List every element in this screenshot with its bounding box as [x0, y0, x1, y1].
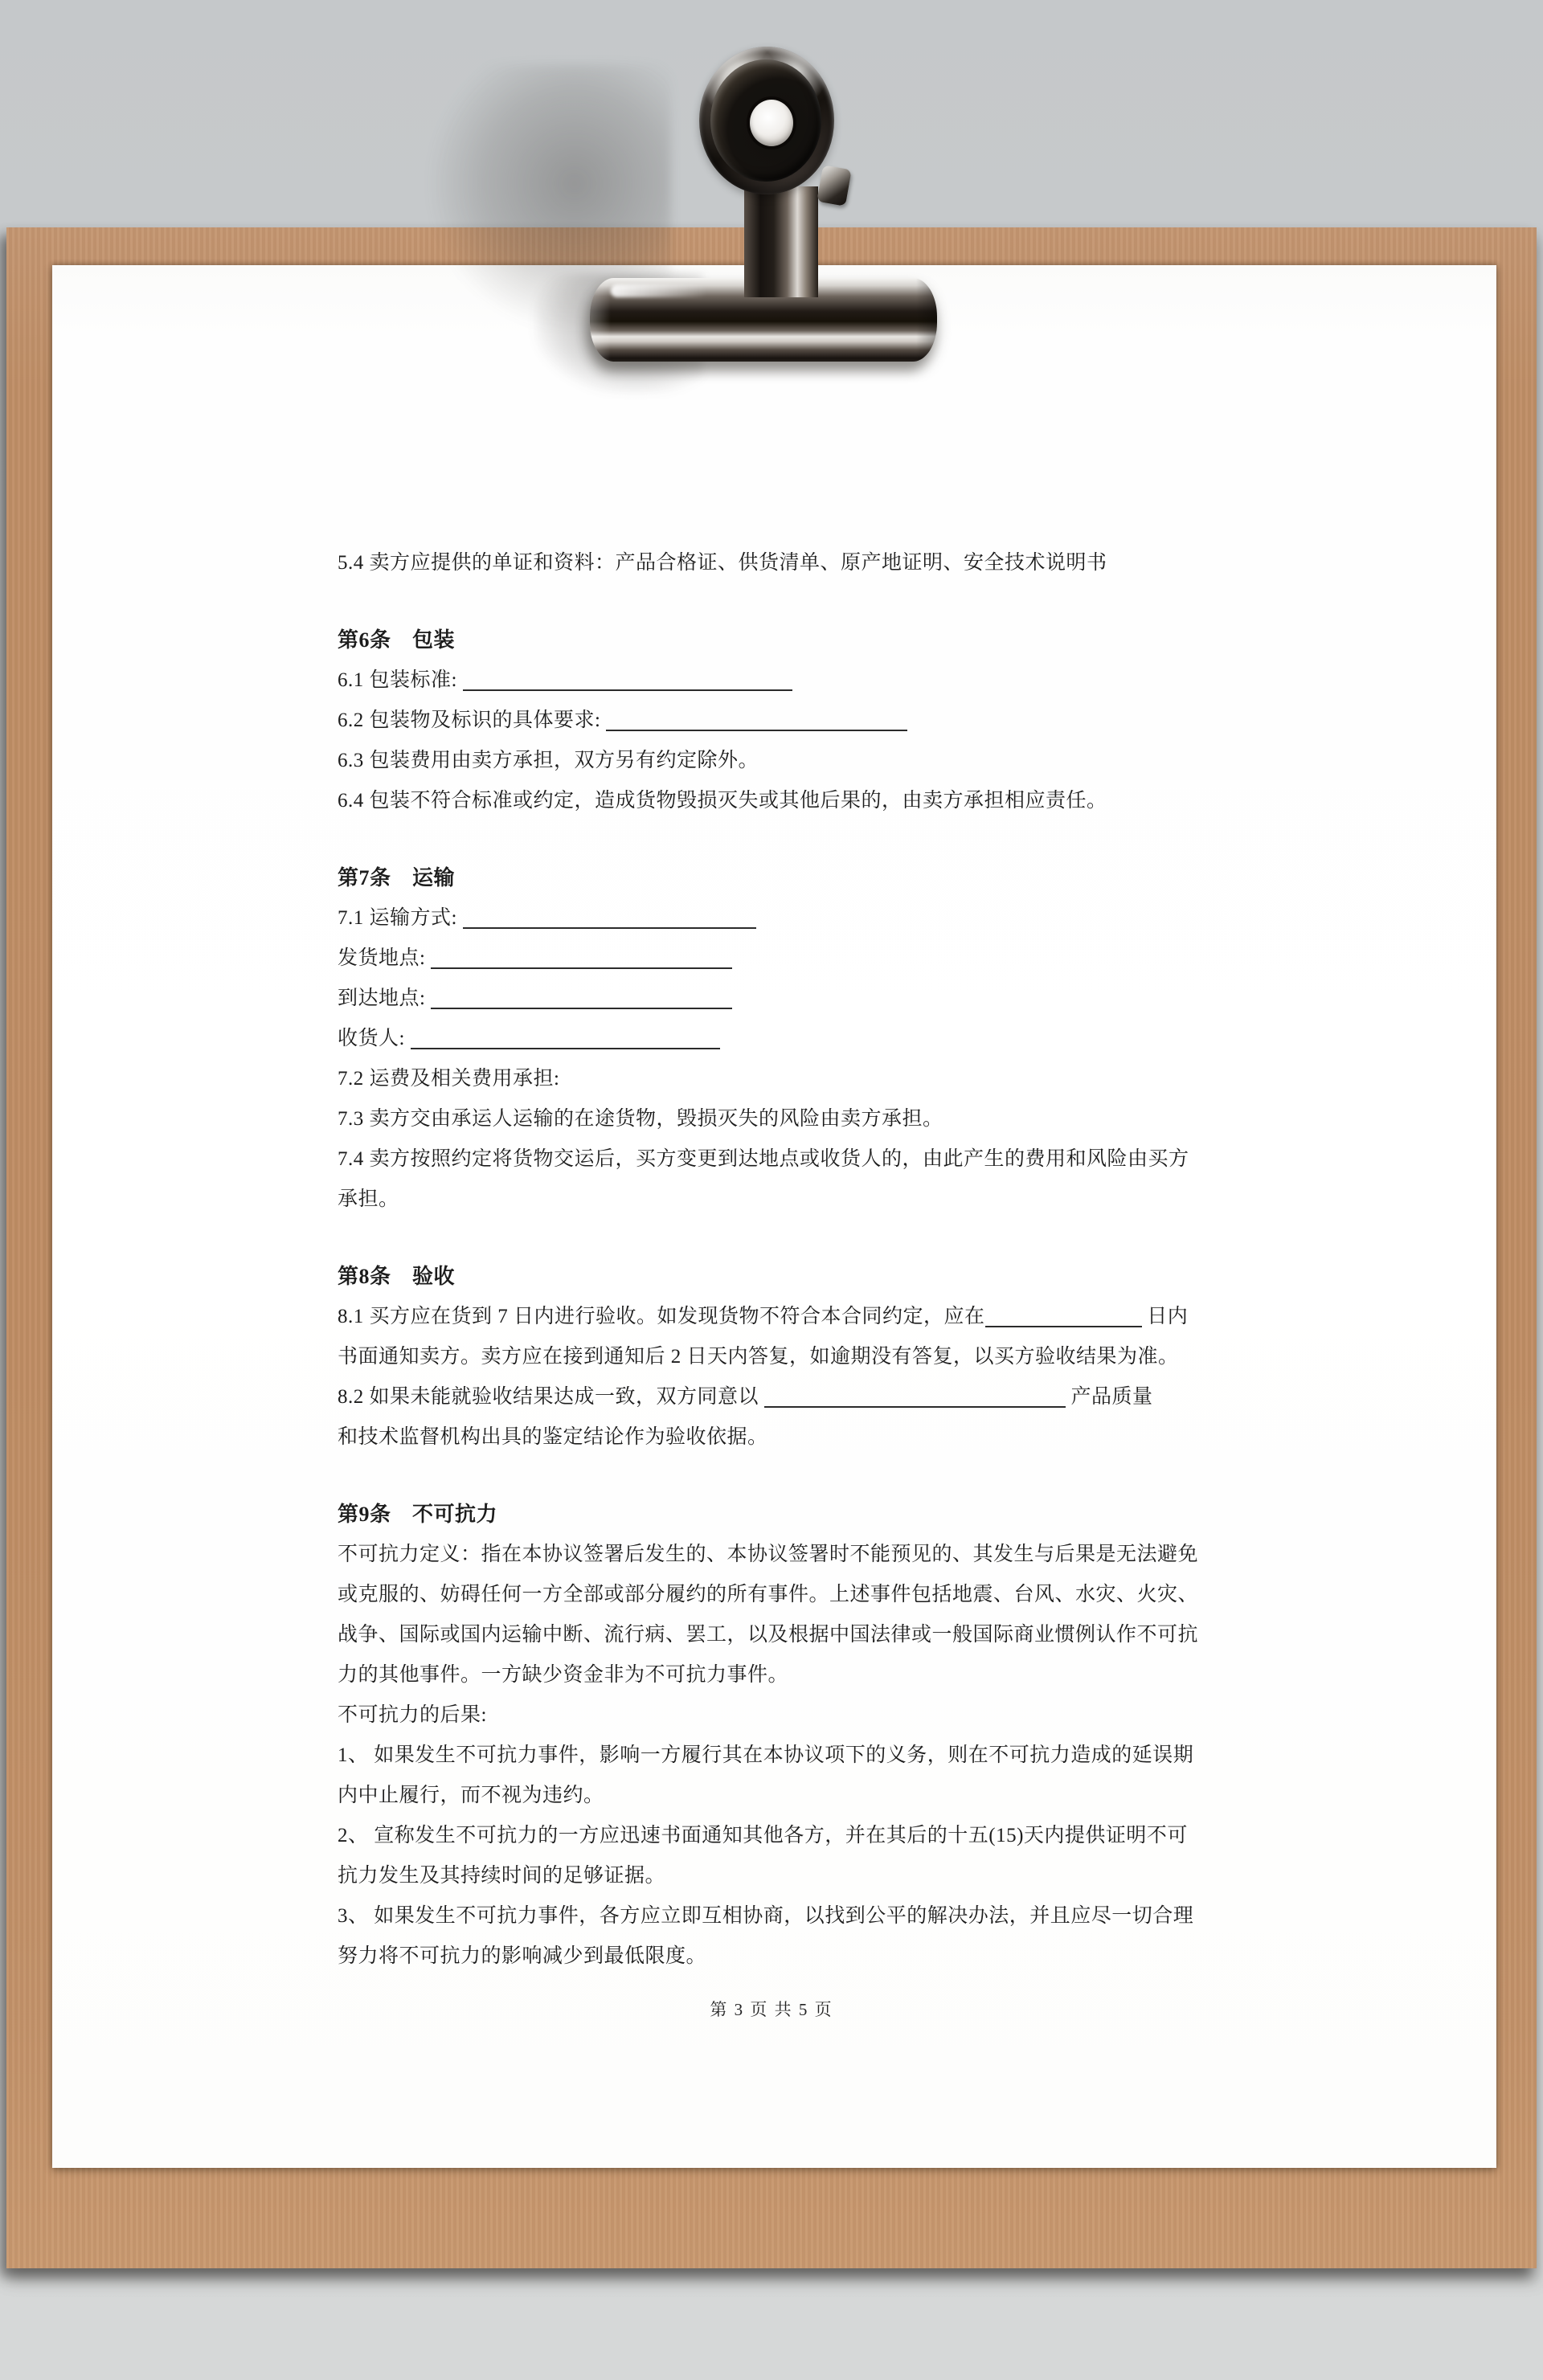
- clip-roller: [699, 47, 834, 194]
- doc-line: [338, 543, 1205, 583]
- doc-line: [338, 1896, 1205, 1936]
- doc-line: [338, 1695, 1205, 1736]
- doc-line: [338, 1535, 1205, 1575]
- doc-text: 承担。: [338, 1188, 399, 1210]
- doc-text: 3、 如果发生不可抗力事件，各方应立即互相协商，以找到公平的解决办法，并且应尽一切合理: [338, 1905, 1194, 1927]
- clip-lever: [817, 165, 851, 207]
- blank-underline: [985, 1306, 1142, 1327]
- page-footer: 第 3 页 共 5 页: [710, 2000, 833, 2019]
- doc-line: [338, 1655, 1205, 1695]
- doc-text: 发货地点:: [338, 947, 432, 969]
- clip-roller-face: [710, 59, 821, 182]
- blank-underline: [411, 1028, 720, 1049]
- doc-text: 第7条 运输: [338, 866, 456, 889]
- doc-text: 书面通知卖方。卖方应在接到通知后 2 日天内答复，如逾期没有答复，以买方验收结果为准。: [338, 1346, 1179, 1368]
- paper-sheet: [52, 265, 1496, 2168]
- document-body: [338, 543, 1205, 1977]
- doc-text: 8.1 买方应在货到 7 日内进行验收。如发现货物不符合本合同约定，应在: [338, 1306, 985, 1327]
- doc-text: 日内: [1141, 1306, 1189, 1327]
- clip-jaw-highlight: [611, 284, 707, 297]
- doc-text: 7.3 卖方交由承运人运输的在途货物，毁损灭失的风险由卖方承担。: [338, 1108, 943, 1130]
- doc-line: [338, 1337, 1205, 1377]
- doc-text: 内中止履行，而不视为违约。: [338, 1785, 604, 1806]
- doc-line: [338, 1019, 1205, 1059]
- doc-line: [338, 1180, 1205, 1220]
- doc-line: [338, 781, 1205, 821]
- doc-text: 1、 如果发生不可抗力事件，影响一方履行其在本协议项下的义务，则在不可抗力造成的延误期: [338, 1744, 1194, 1766]
- doc-text: 6.2 包装物及标识的具体要求:: [338, 710, 607, 731]
- doc-line: [338, 1059, 1205, 1099]
- clip-neck: [744, 186, 818, 297]
- doc-text: 第9条 不可抗力: [338, 1503, 498, 1526]
- doc-line: [338, 979, 1205, 1019]
- doc-text: 7.1 运输方式:: [338, 907, 463, 929]
- doc-line: [338, 1575, 1205, 1615]
- doc-line: [338, 1615, 1205, 1655]
- doc-line: [338, 898, 1205, 939]
- doc-text: 6.3 包装费用由卖方承担，双方另有约定除外。: [338, 750, 759, 771]
- blank-underline: [431, 947, 732, 969]
- doc-text: 和技术监督机构出具的鉴定结论作为验收依据。: [338, 1426, 768, 1448]
- doc-text: 第8条 验收: [338, 1265, 456, 1288]
- blank-underline: [606, 710, 907, 731]
- binder-clip: [579, 32, 948, 370]
- blank-underline: [463, 669, 792, 691]
- doc-text: 不可抗力定义：指在本协议签署后发生的、本协议签署时不能预见的、其发生与后果是无法避免: [338, 1544, 1199, 1565]
- doc-text: 7.4 卖方按照约定将货物交运后，买方变更到达地点或收货人的，由此产生的费用和风险由买方: [338, 1148, 1189, 1170]
- doc-text: 到达地点:: [338, 988, 432, 1009]
- doc-line: [338, 1736, 1205, 1776]
- doc-line: [338, 1297, 1205, 1337]
- clip-roller-hole: [750, 100, 793, 146]
- doc-text: 第6条 包装: [338, 628, 456, 652]
- section-heading: [338, 620, 1205, 660]
- doc-line: [338, 1099, 1205, 1139]
- blank-underline: [463, 907, 756, 929]
- doc-text: 6.1 包装标准:: [338, 669, 463, 691]
- doc-line: [338, 939, 1205, 979]
- doc-text: 力的其他事件。一方缺少资金非为不可抗力事件。: [338, 1664, 789, 1686]
- doc-text: 或克服的、妨碍任何一方全部或部分履约的所有事件。上述事件包括地震、台风、水灾、火灾、: [338, 1584, 1199, 1605]
- doc-line: [338, 660, 1205, 701]
- doc-text: 战争、国际或国内运输中断、流行病、罢工，以及根据中国法律或一般国际商业惯例认作不可抗: [338, 1624, 1199, 1646]
- doc-line: [338, 1936, 1205, 1977]
- doc-text: 6.4 包装不符合标准或约定，造成货物毁损灭失或其他后果的，由卖方承担相应责任。: [338, 790, 1107, 812]
- doc-text: 收货人:: [338, 1028, 411, 1049]
- doc-line: [338, 1776, 1205, 1816]
- doc-text: 7.2 运费及相关费用承担:: [338, 1068, 560, 1090]
- doc-line: [338, 701, 1205, 741]
- doc-line: [338, 741, 1205, 781]
- blank-underline: [764, 1386, 1066, 1408]
- doc-line: [338, 1417, 1205, 1458]
- doc-line: [338, 1816, 1205, 1856]
- doc-text: 抗力发生及其持续时间的足够证据。: [338, 1865, 666, 1887]
- doc-text: 5.4 卖方应提供的单证和资料：产品合格证、供货清单、原产地证明、安全技术说明书: [338, 552, 1107, 574]
- doc-text: 产品质量: [1065, 1386, 1153, 1408]
- doc-text: 2、 宣称发生不可抗力的一方应迅速书面通知其他各方，并在其后的十五(15)天内提供证明不可: [338, 1825, 1188, 1846]
- doc-text: 8.2 如果未能就验收结果达成一致，双方同意以: [338, 1386, 764, 1408]
- blank-underline: [431, 988, 732, 1009]
- doc-text: 不可抗力的后果:: [338, 1704, 487, 1726]
- section-heading: [338, 1257, 1205, 1297]
- section-heading: [338, 858, 1205, 898]
- doc-line: [338, 1377, 1205, 1417]
- doc-text: 努力将不可抗力的影响减少到最低限度。: [338, 1945, 707, 1967]
- clipboard-board: [6, 227, 1537, 2268]
- section-heading: [338, 1495, 1205, 1535]
- doc-line: [338, 1139, 1205, 1180]
- doc-line: [338, 1856, 1205, 1896]
